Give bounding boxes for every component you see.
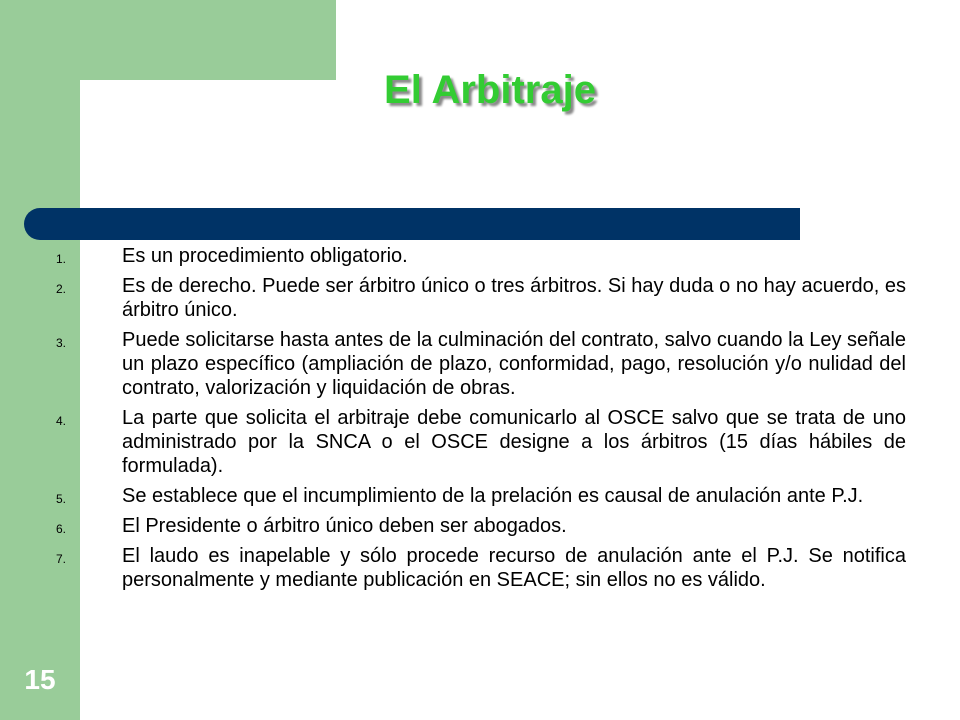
list-item (56, 274, 906, 322)
list-item-text: El laudo es inapelable y sólo procede recurso de anulación ante el P.J. Se notifica personalmente y mediante publicación en SEACE; sin ellos no es válido. (122, 545, 906, 591)
green-top-band (0, 0, 336, 80)
list-item-number: 5. (56, 492, 67, 506)
list-item (56, 244, 906, 268)
list-item (56, 406, 906, 478)
list-item-text: Se establece que el incumplimiento de la prelación es causal de anulación ante P.J. (122, 485, 864, 507)
slide-number: 15 (24, 664, 56, 695)
title-divider-bar (24, 208, 800, 240)
content-area-corner (80, 80, 160, 160)
list-item (56, 484, 906, 508)
list-item-number: 4. (56, 414, 67, 428)
list-item (56, 514, 906, 538)
list-item (56, 544, 906, 592)
list-item-number: 7. (56, 552, 67, 566)
list-item-text: Puede solicitarse hasta antes de la culminación del contrato, salvo cuando la Ley señale un plazo específico (ampliación de plazo, conformidad, pago, resolución y/o nulidad del contrato, valorización y liquidación de obras. (122, 329, 906, 399)
list-item-text: Es un procedimiento obligatorio. (122, 245, 408, 267)
list-item-number: 6. (56, 522, 67, 536)
list-item-text: Es de derecho. Puede ser árbitro único o tres árbitros. Si hay duda o no hay acuerdo, es árbitro único. (122, 275, 906, 321)
list-item-text: La parte que solicita el arbitraje debe comunicarlo al OSCE salvo que se trata de uno administrado por la SNCA o el OSCE designe a los árbitros (15 días hábiles de formulada). (122, 407, 906, 477)
slide-title: El Arbitraje (384, 68, 596, 112)
list-item (56, 328, 906, 400)
list-item-text: El Presidente o árbitro único deben ser abogados. (122, 515, 567, 537)
list-item-number: 2. (56, 282, 67, 296)
numbered-list (56, 244, 906, 598)
list-item-number: 1. (56, 252, 67, 266)
list-item-number: 3. (56, 336, 67, 350)
